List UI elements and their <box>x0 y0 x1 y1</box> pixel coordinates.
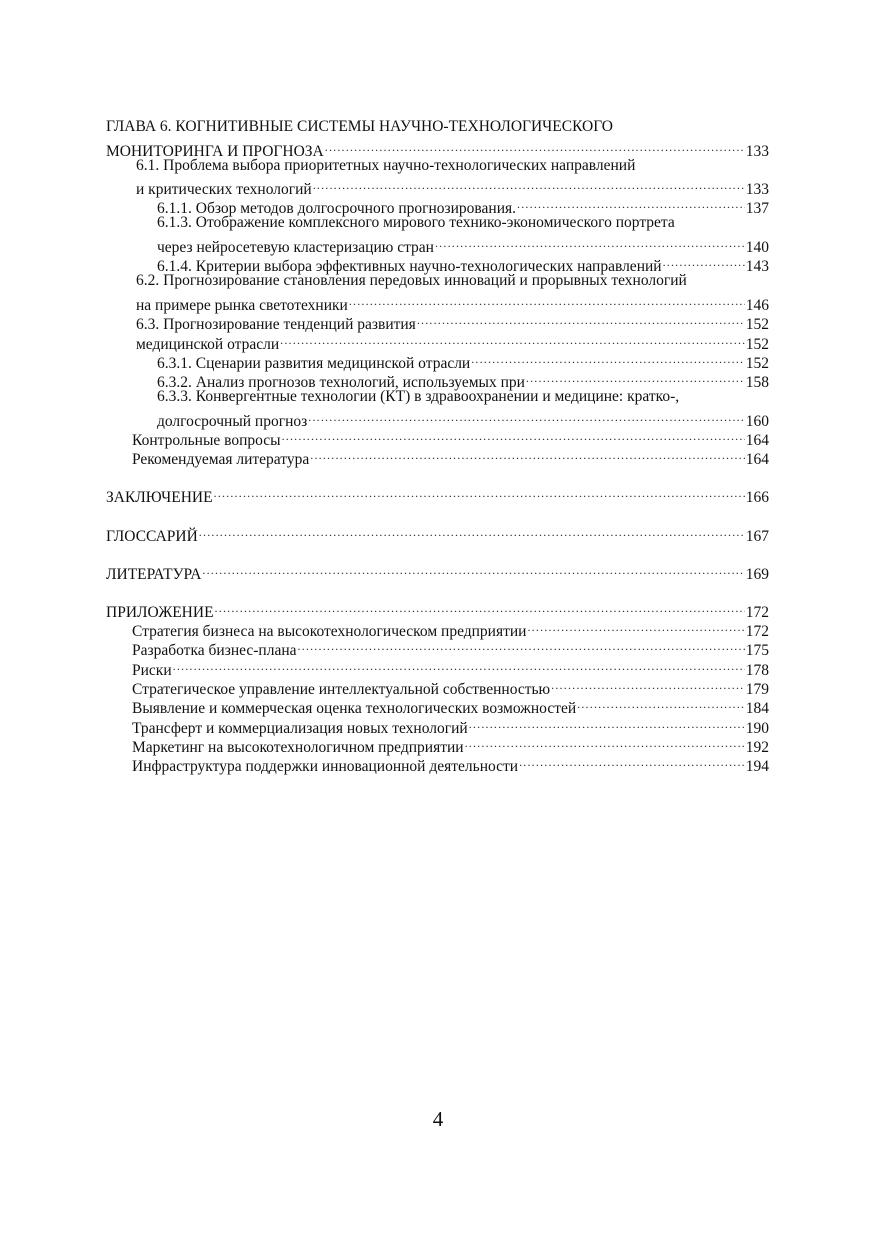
dot-leader <box>202 559 744 578</box>
dot-leader <box>519 752 745 771</box>
page-number: 4 <box>432 1107 444 1131</box>
toc-page-number: 194 <box>745 758 769 776</box>
toc-entry-label: ЗАКЛЮЧЕНИЕ <box>106 489 213 507</box>
toc-entry-glossary[interactable] <box>106 521 769 545</box>
toc-page-number: 179 <box>745 680 769 698</box>
toc-entry-label: 6.2. Прогнозирование становления передовых инноваций и прорывных технологий <box>136 272 687 290</box>
dot-leader <box>577 694 745 713</box>
toc-page-number: 178 <box>745 661 769 679</box>
dot-leader <box>517 194 745 213</box>
toc-entry-label: 6.3.3. Конвергентные технологии (КТ) в здравоохранении и медицине: кратко-, <box>157 388 680 406</box>
toc-entry-label: Стратегия бизнеса на высокотехнологическом предприятии <box>132 623 527 641</box>
toc-page-number: 169 <box>745 565 769 583</box>
toc-page-number: 152 <box>745 316 769 334</box>
toc-entry-chapter-6-title-line1 <box>106 117 769 136</box>
dot-leader <box>313 175 745 194</box>
toc-entry-6-1-line1 <box>106 156 769 175</box>
dot-leader <box>465 733 745 752</box>
toc-entry-label: 6.1. Проблема выбора приоритетных научно-технологических направлений <box>136 156 636 174</box>
toc-page-number: 146 <box>745 296 769 314</box>
toc-page-number: 164 <box>745 451 769 469</box>
toc-page-number: 164 <box>745 432 769 450</box>
toc-entry-label: Разработка бизнес-плана <box>132 642 297 660</box>
dot-leader <box>325 136 745 155</box>
dot-leader <box>526 368 745 387</box>
toc-entry-label: 6.3. Прогнозирование тенденций развития <box>136 316 416 334</box>
dot-leader <box>469 713 745 732</box>
toc-entry-label: 6.1.1. Обзор методов долгосрочного прогнозирования. <box>157 200 517 218</box>
toc-page-number: 167 <box>745 527 769 545</box>
toc-entry-6-3-3-line1 <box>106 387 769 406</box>
dot-leader <box>199 521 745 540</box>
toc-entry-label: Стратегическое управление интеллектуальной собственностью <box>132 680 551 698</box>
dot-leader <box>298 636 745 655</box>
toc-page-number: 192 <box>745 738 769 756</box>
dot-leader <box>280 329 745 348</box>
toc-page-number: 133 <box>745 142 769 160</box>
toc-page-number: 160 <box>745 412 769 430</box>
toc-entry-6-3-3[interactable] <box>106 406 769 430</box>
dot-leader <box>551 675 745 694</box>
toc-entry-label: Рекомендуемая литература <box>132 451 310 469</box>
toc-page-number: 152 <box>745 354 769 372</box>
toc-entry-label: 6.1.4. Критерии выбора эффективных научно-технологических направлений <box>157 258 662 276</box>
dot-leader <box>417 310 745 329</box>
toc-page-number: 172 <box>745 603 769 621</box>
toc-entry-label: Контрольные вопросы <box>132 432 281 450</box>
dot-leader <box>527 617 744 636</box>
dot-leader <box>663 252 745 271</box>
dot-leader <box>308 406 745 425</box>
table-of-contents <box>106 117 769 776</box>
toc-entry-label: и критических технологий <box>136 181 312 199</box>
toc-entry-references[interactable] <box>106 559 769 583</box>
toc-entry-label: 6.3.2. Анализ прогнозов технологий, используемых при <box>157 374 525 392</box>
toc-page-number: 172 <box>745 623 769 641</box>
toc-entry-label: 6.1.3. Отображение комплексного мирового технико-экономического портрета <box>157 214 675 232</box>
toc-entry-6-1[interactable] <box>106 175 769 199</box>
toc-entry-label: Маркетинг на высокотехнологичном предприятии <box>132 738 464 756</box>
toc-entry-label: ГЛАВА 6. КОГНИТИВНЫЕ СИСТЕМЫ НАУЧНО-ТЕХНОЛОГИЧЕСКОГО <box>106 118 613 135</box>
dot-leader <box>173 655 745 674</box>
toc-entry-label: ПРИЛОЖЕНИЕ <box>106 603 214 621</box>
toc-page-number: 140 <box>745 239 769 257</box>
toc-page-number: 166 <box>745 489 769 507</box>
toc-page-number: 158 <box>745 374 769 392</box>
toc-entry-label: на примере рынка светотехники <box>136 296 348 314</box>
dot-leader <box>471 349 745 368</box>
toc-entry-label: через нейросетевую кластеризацию стран <box>157 239 434 257</box>
toc-page-number: 137 <box>745 200 769 218</box>
toc-entry-label: МОНИТОРИНГА И ПРОГНОЗА <box>106 142 324 160</box>
toc-entry-label: медицинской отрасли <box>136 335 280 353</box>
toc-entry-label: Трансферт и коммерциализация новых технологий <box>132 719 468 737</box>
toc-entry-6-2[interactable] <box>106 291 769 314</box>
toc-entry-label: Инфраструктура поддержки инновационной деятельности <box>132 758 519 776</box>
toc-page-number: 184 <box>745 700 769 718</box>
toc-page-number: 152 <box>745 335 769 353</box>
toc-entry-label: Выявление и коммерческая оценка технологических возможностей <box>132 700 577 718</box>
toc-page-number: 190 <box>745 719 769 737</box>
toc-entry-appendix[interactable] <box>106 597 769 621</box>
toc-entry-label: долгосрочный прогноз <box>157 412 308 430</box>
toc-entry-6-1-3[interactable] <box>106 233 769 257</box>
toc-entry-chapter-6[interactable] <box>106 136 769 160</box>
dot-leader <box>349 291 745 310</box>
toc-page-number: 143 <box>745 258 769 276</box>
toc-entry-label: ЛИТЕРАТУРА <box>106 565 202 583</box>
dot-leader <box>310 445 745 464</box>
toc-page-number: 175 <box>745 642 769 660</box>
toc-entry-appendix-item[interactable] <box>106 675 769 698</box>
toc-entry-appendix-item[interactable] <box>106 655 769 679</box>
spacer <box>106 579 769 598</box>
toc-entry-conclusion[interactable] <box>106 483 769 507</box>
toc-entry-label: 6.3.1. Сценарии развития медицинской отрасли <box>157 354 471 372</box>
toc-entry-6-1-3-line1 <box>106 213 769 232</box>
dot-leader <box>435 233 745 252</box>
toc-page-number: 133 <box>745 181 769 199</box>
spacer <box>106 541 769 560</box>
dot-leader <box>214 483 745 502</box>
toc-entry-6-2-line1 <box>106 271 769 290</box>
dot-leader <box>282 426 745 445</box>
toc-entry-label: Риски <box>132 661 172 679</box>
toc-entry-label: ГЛОССАРИЙ <box>106 527 198 545</box>
dot-leader <box>215 597 745 616</box>
